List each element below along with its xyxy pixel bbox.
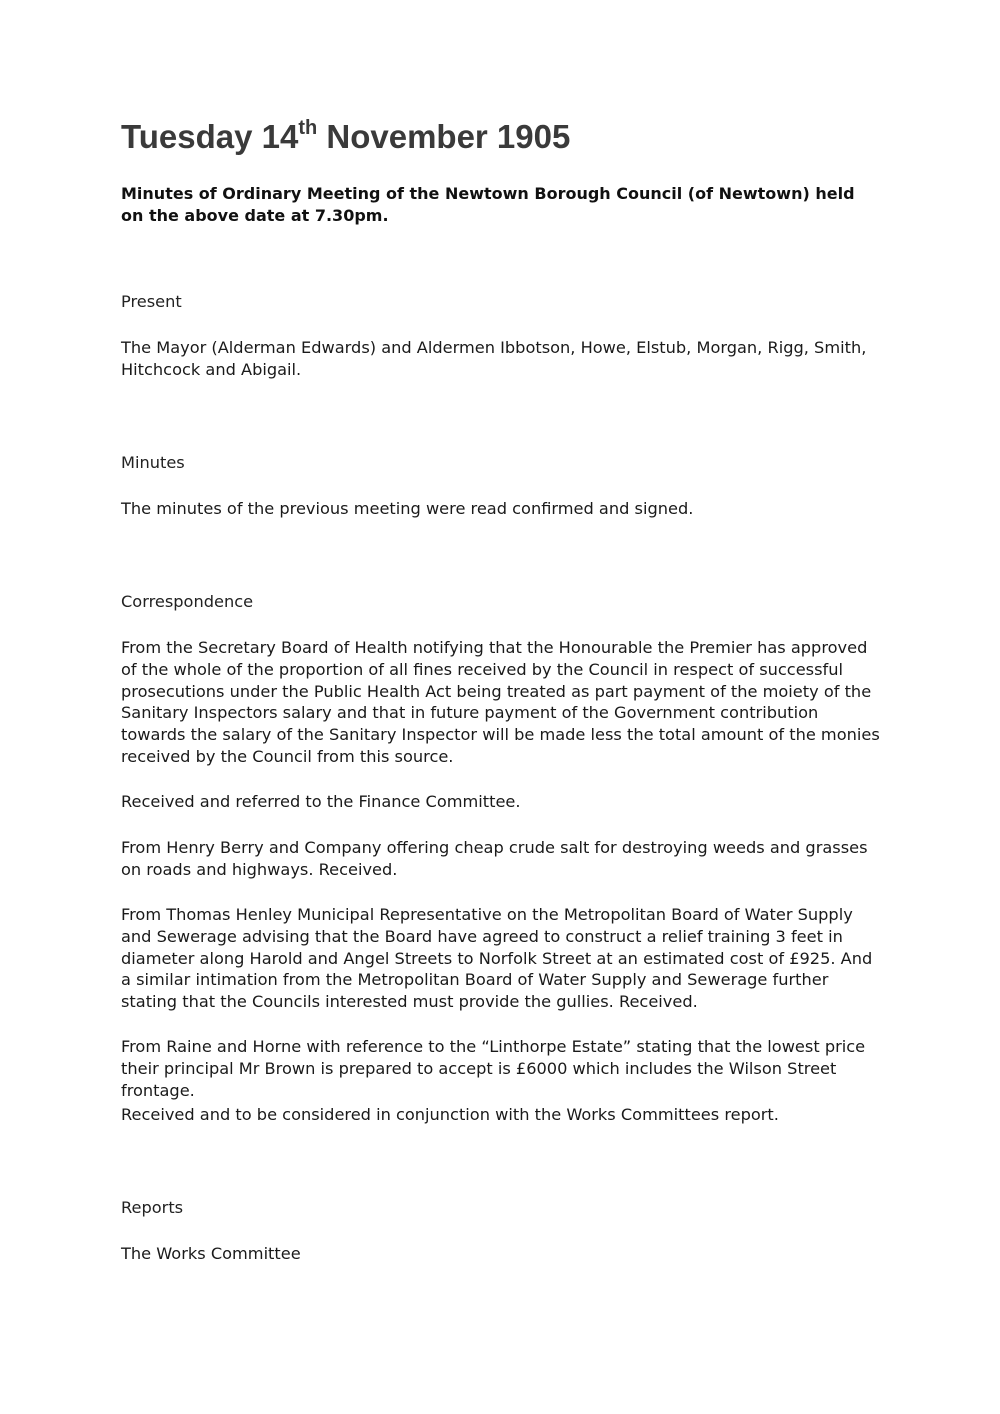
title-superscript: th [298, 117, 318, 139]
minutes-heading: Minutes [121, 453, 185, 472]
correspondence-item-4: From Raine and Horne with reference to the “Linthorpe Estate” stating that the lowest price their principal Mr Brown is prepared to accept is £6000 which includes the Wilson Street frontage. [121, 1037, 866, 1100]
reports-works-committee: The Works Committee [121, 1244, 301, 1263]
present-text: The Mayor (Alderman Edwards) and Aldermen Ibbotson, Howe, Elstub, Morgan, Rigg, Smith, Hitchcock and Abigail. [121, 338, 867, 379]
title-main: Tuesday 14 [121, 118, 299, 155]
reports-heading: Reports [121, 1198, 184, 1217]
title-rest: November 1905 [317, 118, 571, 155]
correspondence-item-3: From Thomas Henley Municipal Representative on the Metropolitan Board of Water Supply and Sewerage advising that the Board have agreed to construct a relief training 3 feet in diameter along Harold and Angel Streets to Norfolk Street at an estimated cost of £925. And a similar intimation from the Metropolitan Board of Water Supply and Sewerage further stating that the Councils interested must provide the gullies. Received. [121, 905, 873, 1012]
minutes-text: The minutes of the previous meeting were read confirmed and signed. [121, 499, 694, 518]
correspondence-item-2: From Henry Berry and Company offering cheap crude salt for destroying weeds and grasses on roads and highways. Received. [121, 838, 868, 879]
meeting-subtitle: Minutes of Ordinary Meeting of the Newtown Borough Council (of Newtown) held on the above date at 7.30pm. [121, 184, 855, 225]
correspondence-item-1-resolution: Received and referred to the Finance Committee. [121, 792, 521, 811]
correspondence-item-4-resolution: Received and to be considered in conjunction with the Works Committees report. [121, 1105, 779, 1124]
present-heading: Present [121, 292, 182, 311]
correspondence-heading: Correspondence [121, 592, 254, 611]
page-title [121, 118, 570, 156]
correspondence-item-1: From the Secretary Board of Health notifying that the Honourable the Premier has approved of the whole of the proportion of all fines received by the Council in respect of successful prosecutions under the Public Health Act being treated as part payment of the moiety of the Sanitary Inspectors salary and that in future payment of the Government contribution towards the salary of the Sanitary Inspector will be made less the total amount of the monies received by the Council from this source. [121, 638, 880, 766]
